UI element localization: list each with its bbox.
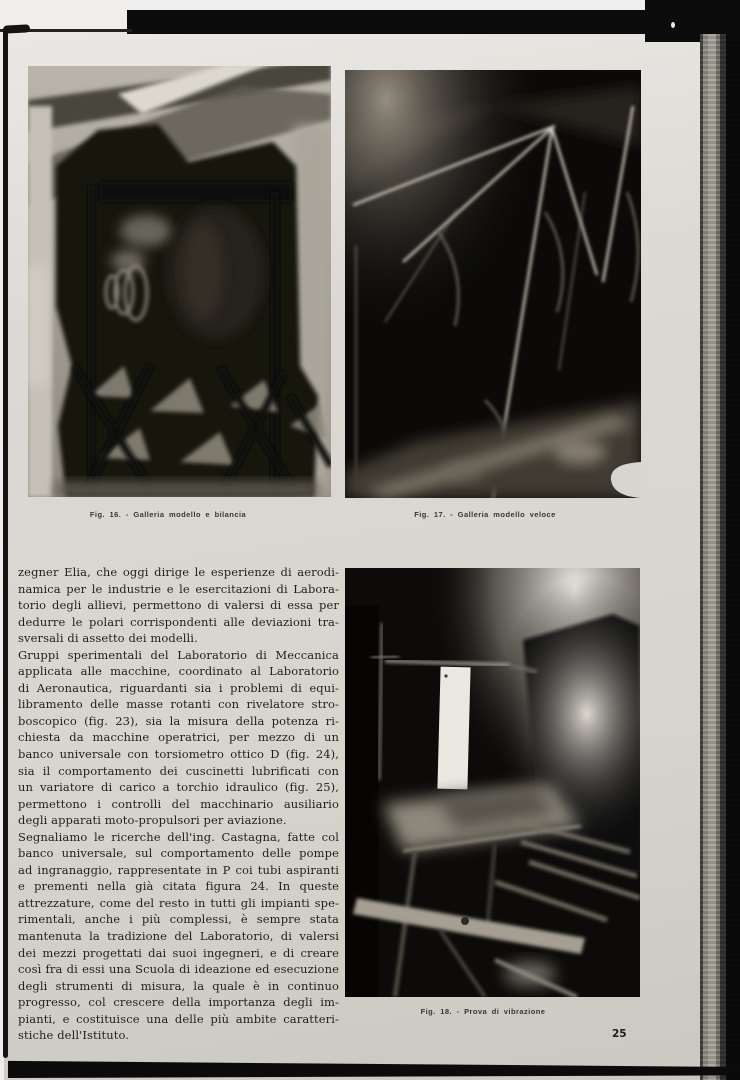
text-line: libramento delle masse rotanti con rivelatore stro-: [18, 697, 339, 712]
figure-17-photo: [345, 70, 641, 498]
text-line: ad ingranaggio, rappresentate in P coi tubi aspiranti: [18, 862, 339, 877]
text-line: attrezzature, come del resto in tutti gli impianti spe-: [18, 895, 339, 910]
text-line: banco universale con torsiometro ottico D (fig. 24),: [18, 747, 339, 762]
figure-17-caption: Fig. 17. - Galleria modello veloce: [414, 510, 556, 519]
page-number: 25: [612, 1028, 627, 1040]
text-line: chiesta da macchine operatrici, per mezzo di un: [18, 730, 339, 745]
text-line: namica per le industrie e le esercitazioni di Labora-: [18, 581, 339, 596]
text-line: banco universale, sul comportamento delle pompe: [18, 846, 339, 861]
text-line: zegner Elia, che oggi dirige le esperienze di aerodi-: [18, 565, 339, 579]
paragraph-3: [18, 829, 339, 1044]
book-page-edges: [700, 34, 740, 1080]
figure-18-photo: [345, 568, 640, 997]
text-line: di Aeronautica, riguardanti sia i problemi di equi-: [18, 680, 339, 695]
text-line: applicata alle macchine, coordinato al Laboratorio: [18, 664, 339, 679]
scan-left-edge-line: [3, 28, 8, 1058]
text-line: permettono i controlli del macchinario ausiliario: [18, 796, 339, 811]
text-line: dedurre le polari corrispondenti alle deviazioni tra-: [18, 614, 339, 629]
vibration-test-image: [345, 568, 640, 997]
text-line: e prementi nella già citata figura 24. In queste: [18, 879, 339, 894]
text-line: rimentali, anche i più complessi, è sempre stata: [18, 912, 339, 927]
text-line: un variatore di carico a torchio idraulico (fig. 25),: [18, 780, 339, 795]
text-line: sia il comportamento dei cuscinetti lubrificati con: [18, 763, 339, 778]
paragraph-2: [18, 647, 339, 829]
text-line: progresso, col crescere della importanza degli im-: [18, 995, 339, 1010]
wind-tunnel-model-and-balance-image: [28, 66, 331, 497]
text-line: sversali di assetto dei modelli.: [18, 631, 198, 646]
text-line: boscopico (fig. 23), sia la misura della potenza ri-: [18, 713, 339, 728]
text-line: stiche dell'Istituto.: [18, 1028, 130, 1043]
body-text: [18, 564, 339, 1044]
high-speed-tunnel-structure-image: [345, 70, 641, 498]
text-line: pianti, e costituisce una delle più ambite caratteri-: [18, 1011, 339, 1026]
figure-18-caption: Fig. 18. - Prova di vibrazione: [420, 1007, 546, 1016]
text-line: torio degli allievi, permettono di valersi di essa per: [18, 598, 339, 613]
figure-16-photo: [28, 66, 331, 497]
text-line: mantenuta la tradizione del Laboratorio, di valersi: [18, 929, 339, 944]
text-line: dei mezzi progettati dai suoi ingegneri, e di creare: [18, 945, 339, 960]
scan-left-edge-hook: [3, 24, 30, 33]
figure-16-caption: Fig. 16. - Galleria modello e bilancia: [89, 510, 247, 519]
scan-speck: [671, 22, 675, 28]
paragraph-1: [18, 564, 339, 647]
text-line: degli apparati moto-propulsori per aviazione.: [18, 813, 287, 828]
text-line: così fra di essi una Scuola di ideazione ed esecuzione: [18, 962, 339, 977]
text-line: Segnaliamo le ricerche dell'ing. Castagna, fatte col: [18, 829, 339, 844]
text-line: degli strumenti di misura, la quale è in continuo: [18, 978, 339, 993]
text-line: Gruppi sperimentali del Laboratorio di Meccanica: [18, 647, 339, 662]
